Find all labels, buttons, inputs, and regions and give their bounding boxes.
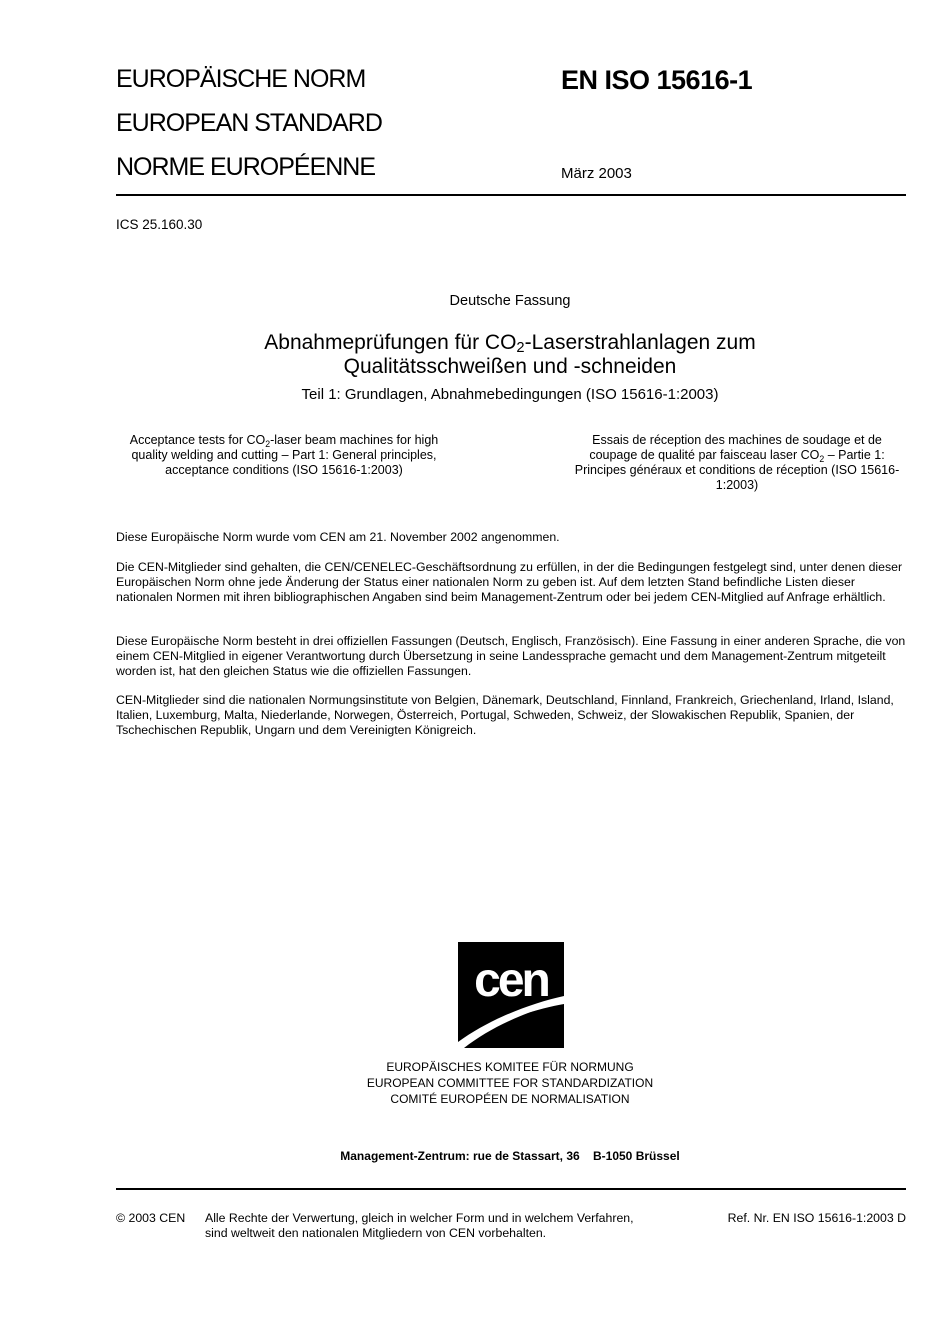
publication-date: März 2003 [561,165,632,182]
svg-text:cen: cen [474,954,548,1007]
header-rule [116,194,906,196]
organization-english: EUROPEAN COMMITTEE FOR STANDARDIZATION [366,1076,654,1090]
title-line-2: Qualitätsschweißen und -schneiden [343,355,677,378]
standard-number: EN ISO 15616-1 [561,65,753,95]
paragraph-versions: Diese Europäische Norm besteht in drei offiziellen Fassungen (Deutsch, Englisch, Französisch). Eine Fassung in einer anderen Sprache, die von einem CEN-Mitglied in eigener Verantwortung durch Übersetzung in seine Landessprache gemacht und dem Management-Zentrum mitgeteilt worden ist, hat den gleichen Status wie die offiziellen Fassungen. [116,634,906,678]
management-address: Management-Zentrum: rue de Stassart, 36 B-1050 Brüssel [340,1149,680,1163]
ics-code: ICS 25.160.30 [116,217,203,232]
version-label: Deutsche Fassung [449,293,571,309]
english-title: Acceptance tests for $CO_2$-laser beam machines for high quality welding and cutting – Part 1: General principles, acceptance conditions (ISO 15616-1:2003) [129,433,439,477]
reference-number: Ref. Nr. EN ISO 15616-1:2003 D [727,1211,906,1225]
header-line-english: EUROPEAN STANDARD [116,109,382,137]
header-line-german: EUROPÄISCHE NORM [116,65,366,93]
paragraph-obligations: Die CEN-Mitglieder sind gehalten, die CEN/CENELEC-Geschäftsordnung zu erfüllen, in der die Bedingungen festgelegt sind, unter denen dieser Europäischen Norm ohne jede Änderung der Status einer nationalen Norm zu geben ist. Auf dem letzten Stand befindliche Listen dieser nationalen Normen mit ihren bibliographischen Angaben sind beim Management-Zentrum oder bei jedem CEN-Mitglied auf Anfrage erhältlich. [116,560,903,604]
paragraph-members: CEN-Mitglieder sind die nationalen Normungsinstitute von Belgien, Dänemark, Deutschland, Finnland, Frankreich, Griechenland, Irland, Island, Italien, Luxemburg, Malta, Niederlande, Norwegen, Österreich, Portugal, Schweden, Schweiz, der Slowakischen Republik, Spanien, der Tschechischen Republik, Ungarn und dem Vereinigten Königreich. [116,693,894,737]
organization-french: COMITÉ EUROPÉEN DE NORMALISATION [390,1092,630,1106]
cen-logo-icon [458,942,564,1048]
title-main [120,331,900,379]
french-title: Essais de réception des machines de soudage et de coupage de qualité par faisceau laser $CO_2$ – Partie 1: Principes généraux et conditions de réception (ISO 15616-1:2003) [574,433,900,492]
copyright: © 2003 CEN [116,1211,186,1225]
header-line-french: NORME EUROPÉENNE [116,153,376,181]
title-subtitle: Teil 1: Grundlagen, Abnahmebedingungen (ISO 15616-1:2003) [301,386,719,403]
footer-rule [116,1188,906,1190]
organization-german: EUROPÄISCHES KOMITEE FÜR NORMUNG [386,1060,634,1074]
rights-notice: Alle Rechte der Verwertung, gleich in welcher Form und in welchem Verfahren, sind weltweit den nationalen Mitgliedern von CEN vorbehalten. [205,1211,634,1240]
title-line-1: Abnahmeprüfungen für $CO_2$-Laserstrahlanlagen zum [264,331,756,356]
paragraph-adoption: Diese Europäische Norm wurde vom CEN am 21. November 2002 angenommen. [116,530,560,544]
